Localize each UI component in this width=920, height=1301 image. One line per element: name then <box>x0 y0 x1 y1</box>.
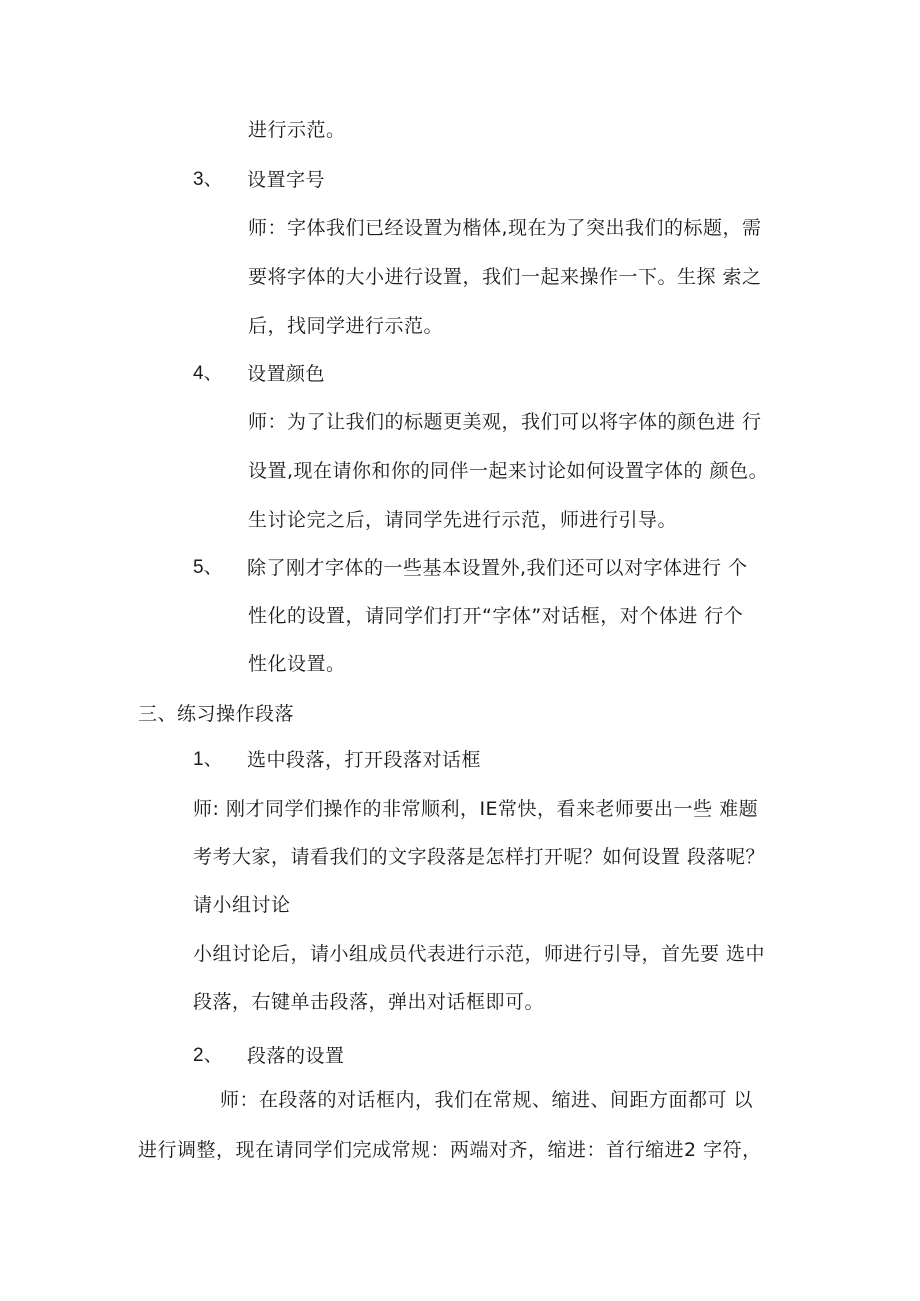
list-number: 1、 <box>193 749 223 770</box>
text-line: 请小组讨论 <box>193 894 291 916</box>
text-line: 师：为了让我们的标题更美观，我们可以将字体的颜色进 行 <box>248 411 762 433</box>
list-heading: 除了刚才字体的一些基本设置外,我们还可以对字体进行 个 <box>247 557 748 579</box>
text-line: 后，找同学进行示范。 <box>248 315 444 337</box>
list-heading: 段落的设置 <box>247 1045 345 1067</box>
text-line: 进行调整，现在请同学们完成常规：两端对齐，缩进：首行缩进2 字符， <box>138 1139 762 1161</box>
text-line: 设置,现在请你和你的同伴一起来讨论如何设置字体的 颜色。 <box>248 460 769 482</box>
text-line: 师：字体我们已经设置为楷体,现在为了突出我们的标题，需 <box>248 217 762 239</box>
list-number: 2、 <box>193 1045 223 1066</box>
list-heading: 设置颜色 <box>247 363 326 385</box>
text-line: 性化设置。 <box>248 653 346 675</box>
section-heading: 三、练习操作段落 <box>138 703 295 725</box>
text-line: 生讨论完之后，请同学先进行示范，师进行引导。 <box>248 509 678 531</box>
text-line: 段落，右键单击段落，弹出对话框即可。 <box>193 991 545 1013</box>
text-line: 考考大家，请看我们的文字段落是怎样打开呢？如何设置 段落呢？ <box>193 846 766 868</box>
text-line: 师: 刚才同学们操作的非常顺利，IE常快，看来老师要出一些 难题 <box>193 798 759 820</box>
text-line: 性化的设置，请同学们打开“字体”对话框，对个体进 行个 <box>248 605 744 627</box>
list-heading: 选中段落，打开段落对话框 <box>247 749 482 771</box>
text-line: 进行示范。 <box>248 119 346 141</box>
text-line: 师：在段落的对话框内，我们在常规、缩进、间距方面都可 以 <box>220 1089 754 1111</box>
list-number: 4、 <box>193 363 223 384</box>
list-number: 5、 <box>193 557 223 578</box>
list-number: 3、 <box>193 169 223 190</box>
list-heading: 设置字号 <box>247 169 326 191</box>
text-line: 要将字体的大小进行设置，我们一起来操作一下。生探 索之 <box>248 266 762 288</box>
text-line: 小组讨论后，请小组成员代表进行示范，师进行引导，首先要 选中 <box>193 943 766 965</box>
